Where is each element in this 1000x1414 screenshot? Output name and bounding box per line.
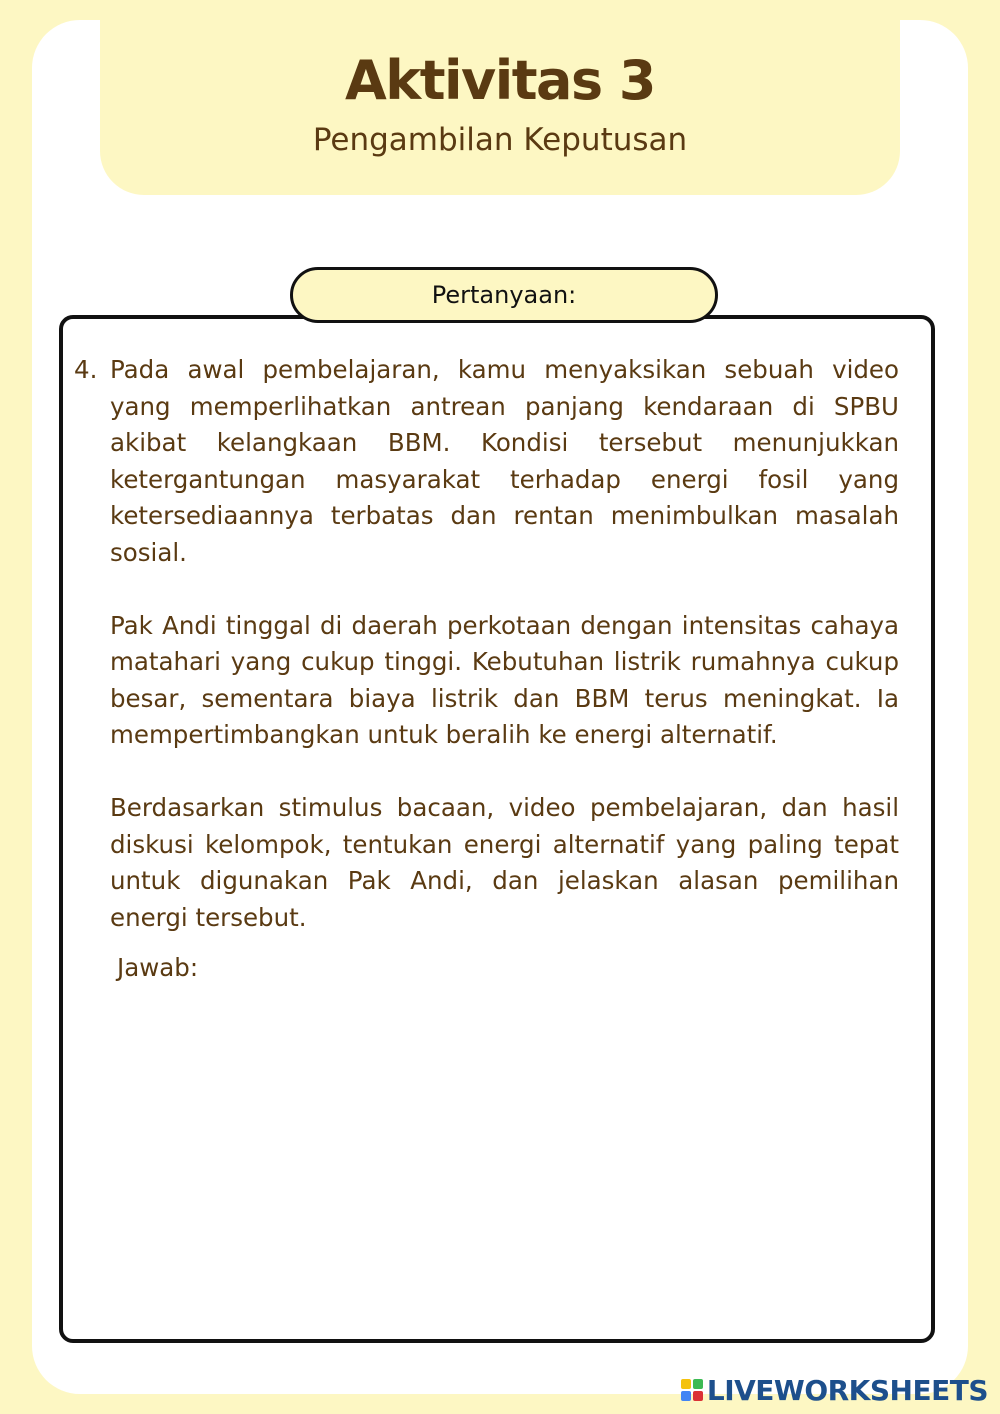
question-paragraph: Berdasarkan stimulus bacaan, video pembelajaran, dan hasil diskusi kelompok, tentukan energi alternatif yang paling tepat untuk digunakan Pak Andi, dan jelaskan alasan pemilihan energi tersebut.	[110, 793, 899, 932]
question-paragraph: Pada awal pembelajaran, kamu menyaksikan sebuah video yang memperlihatkan antrean panjang kendaraan di SPBU akibat kelangkaan BBM. Kondisi tersebut menunjukkan ketergantungan masyarakat terhadap energi fosil yang ketersediaannya terbatas dan rentan menimbulkan masalah sosial.	[110, 355, 899, 567]
logo-text: LIVEWORKSHEETS	[706, 1373, 988, 1407]
page-subtitle: Pengambilan Keputusan	[312, 122, 688, 158]
logo-square	[693, 1391, 703, 1401]
answer-label: Jawab:	[117, 953, 199, 982]
question-text	[110, 352, 899, 936]
page-title: Aktivitas 3	[344, 49, 655, 112]
logo-square	[681, 1391, 691, 1401]
liveworksheets-logo[interactable]	[681, 1374, 988, 1406]
question-paragraph: Pak Andi tinggal di daerah perkotaan dengan intensitas cahaya matahari yang cukup tinggi. Kebutuhan listrik rumahnya cukup besar, sementara biaya listrik dan BBM terus meningkat. Ia mempertimbangkan untuk beralih ke energi alternatif.	[110, 610, 899, 749]
question-number: 4.	[74, 355, 98, 384]
liveworksheets-logo-icon	[681, 1379, 703, 1401]
question-label-pill: Pertanyaan:	[290, 267, 718, 323]
logo-square	[693, 1379, 703, 1389]
logo-square	[681, 1379, 691, 1389]
header-banner	[100, 0, 900, 195]
